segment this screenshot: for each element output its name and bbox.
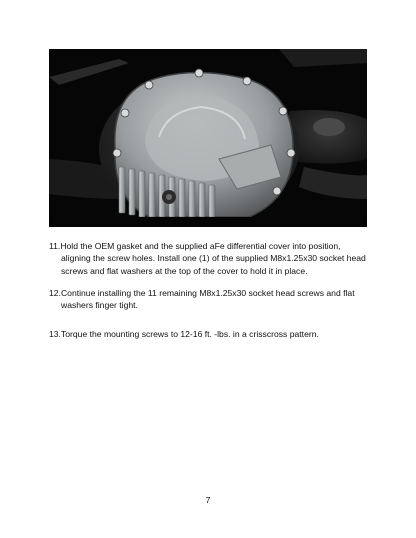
page-number: 7	[205, 495, 211, 505]
instruction-step	[49, 328, 369, 340]
step-text-first-line: Torque the mounting screws to 12-16 ft. -lbs. in a crisscross pattern.	[60, 329, 319, 339]
step-number: 13.	[49, 329, 61, 339]
instruction-step	[49, 287, 369, 312]
step-number: 12.	[49, 288, 61, 298]
instruction-step	[49, 240, 369, 277]
differential-cover-photo	[49, 49, 367, 227]
differential-cover-illustration	[49, 49, 367, 227]
step-text-first-line: Hold the OEM gasket and the supplied aFe differential cover into position,	[60, 241, 341, 251]
step-number: 11.	[49, 241, 61, 251]
step-text-first-line: Continue installing the 11 remaining M8x1.25x30 socket head screws and flat	[60, 288, 355, 298]
step-text-continuation: washers finger tight.	[61, 300, 138, 311]
step-text-continuation: aligning the screw holes. Install one (1) of the supplied M8x1.25x30 socket head screws and flat washers at the top of the cover to hold it in place.	[61, 253, 366, 276]
